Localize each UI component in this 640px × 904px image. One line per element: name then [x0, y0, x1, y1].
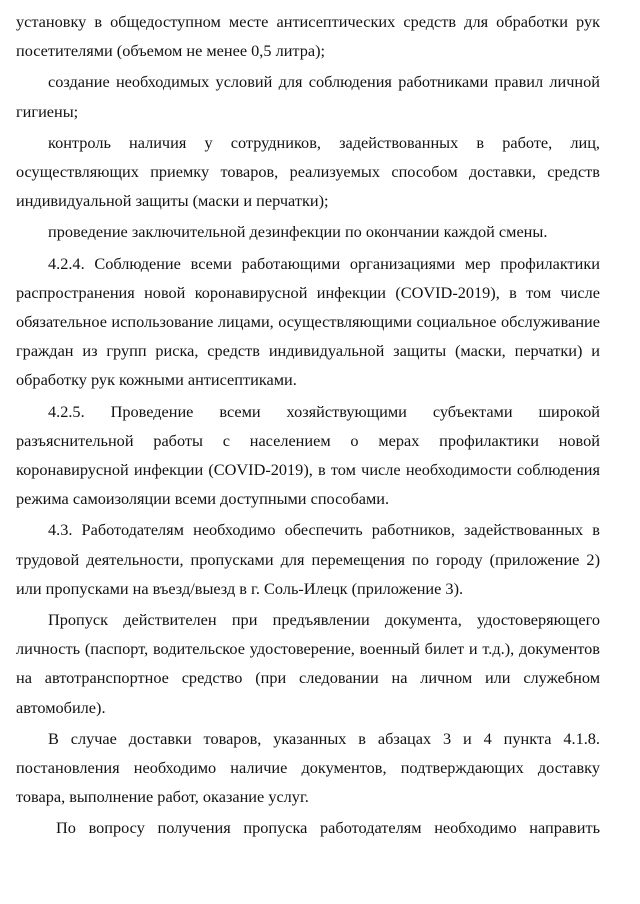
- paragraph-4-2-5: 4.2.5. Проведение всеми хозяйствующими субъектами широкой разъяснительной работы с населением о мерах профилактики новой коронавирусной инфекции (COVID-2019), в том числе необходимости соблюдения режима самоизоляции всеми доступными способами.: [16, 401, 600, 509]
- paragraph-final-disinfection: проведение заключительной дезинфекции по окончании каждой смены.: [48, 222, 548, 242]
- paragraph-pass-request: По вопросу получения пропуска работодателям необходимо направить: [56, 818, 600, 838]
- document-body: [16, 7, 600, 843]
- paragraph-goods-delivery: В случае доставки товаров, указанных в абзацах 3 и 4 пункта 4.1.8. постановления необходимо наличие документов, подтверждающих доставку товара, выполнение работ, оказание услуг.: [16, 728, 600, 807]
- paragraph-hygiene-conditions: создание необходимых условий для соблюдения работниками правил личной гигиены;: [16, 72, 600, 121]
- paragraph-4-3: 4.3. Работодателям необходимо обеспечить работников, задействованных в трудовой деятельности, пропусками для перемещения по городу (приложение 2) или пропусками на въезд/выезд в г. Соль-Илецк (приложение 3).: [16, 520, 600, 598]
- paragraph-ppe-control: контроль наличия у сотрудников, задействованных в работе, лиц, осуществляющих приемку товаров, реализуемых способом доставки, средств индивидуальной защиты (маски и перчатки);: [16, 132, 600, 211]
- paragraph-antiseptic-placement: установку в общедоступном месте антисептических средств для обработки рук посетителями (объемом не менее 0,5 литра);: [16, 12, 600, 61]
- paragraph-pass-validity: Пропуск действителен при предъявлении документа, удостоверяющего личность (паспорт, водительское удостоверение, военный билет и т.д.), документов на автотранспортное средство (при следовании на личном или служебном автомобиле).: [16, 610, 600, 717]
- paragraph-4-2-4: 4.2.4. Соблюдение всеми работающими организациями мер профилактики распространения новой коронавирусной инфекции (COVID-2019), в том числе обязательное использование лицами, осуществляющими социальное обслуживание граждан из групп риска, средств индивидуальной защиты (маски, перчатки) и обработку рук кожными антисептиками.: [16, 253, 600, 390]
